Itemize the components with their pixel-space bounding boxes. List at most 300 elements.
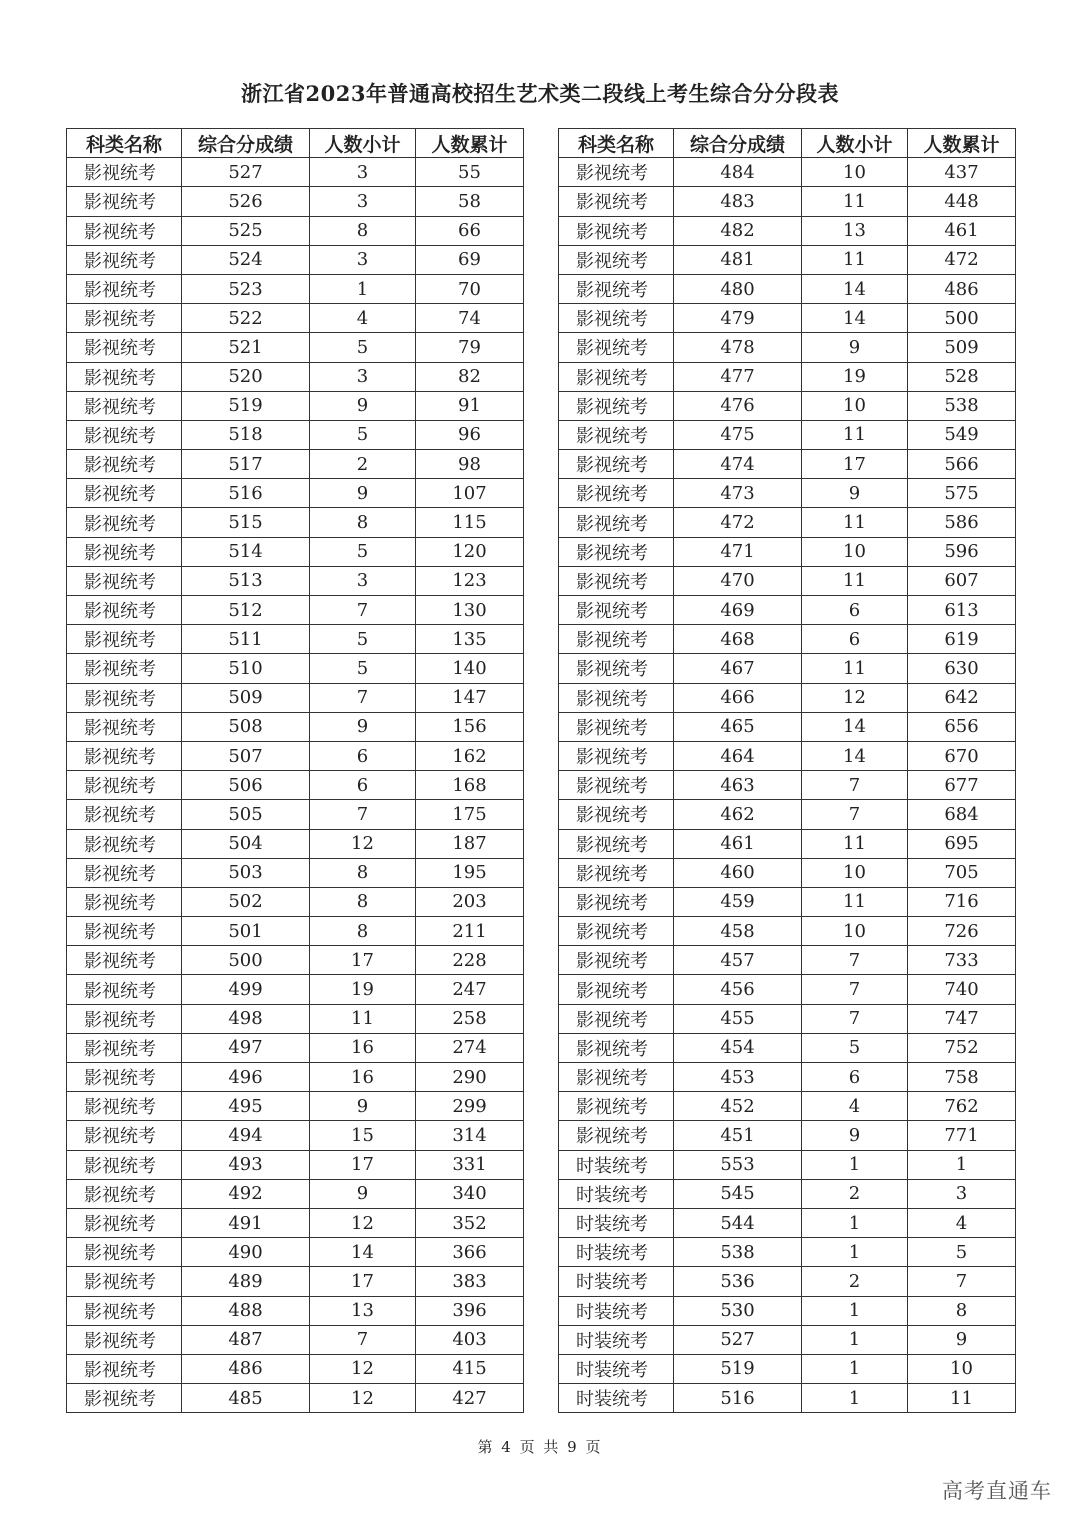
score-cell: 472 — [674, 508, 802, 537]
count-cell: 3 — [310, 566, 416, 595]
count-cell: 12 — [310, 829, 416, 858]
count-cell: 11 — [802, 420, 908, 449]
cumulative-cell: 642 — [908, 683, 1016, 712]
cumulative-cell: 448 — [908, 187, 1016, 216]
count-cell: 16 — [310, 1033, 416, 1062]
cumulative-cell: 762 — [908, 1092, 1016, 1121]
cumulative-cell: 162 — [416, 741, 524, 770]
score-cell: 522 — [182, 304, 310, 333]
table-row — [67, 1354, 524, 1383]
count-cell: 11 — [802, 508, 908, 537]
table-row — [559, 450, 1016, 479]
page-footer: 第 4 页 共 9 页 — [477, 1438, 603, 1456]
count-cell: 9 — [802, 479, 908, 508]
category-cell: 影视统考 — [67, 1238, 182, 1267]
category-cell: 影视统考 — [559, 800, 674, 829]
cumulative-cell: 740 — [908, 975, 1016, 1004]
count-cell: 19 — [310, 975, 416, 1004]
cumulative-cell: 10 — [908, 1354, 1016, 1383]
count-cell: 17 — [310, 1267, 416, 1296]
category-cell: 时装统考 — [559, 1296, 674, 1325]
table-row — [67, 245, 524, 274]
category-cell: 影视统考 — [559, 1092, 674, 1121]
score-cell: 508 — [182, 712, 310, 741]
cumulative-cell: 549 — [908, 420, 1016, 449]
category-cell: 影视统考 — [67, 683, 182, 712]
table-row — [559, 304, 1016, 333]
category-cell: 影视统考 — [559, 566, 674, 595]
count-cell: 4 — [310, 304, 416, 333]
count-cell: 13 — [802, 216, 908, 245]
category-cell: 影视统考 — [67, 858, 182, 887]
table-row — [67, 1208, 524, 1237]
table-row — [67, 1092, 524, 1121]
score-cell: 488 — [182, 1296, 310, 1325]
table-row — [67, 304, 524, 333]
cumulative-cell: 115 — [416, 508, 524, 537]
header-category: 科类名称 — [67, 129, 182, 158]
table-row — [67, 1033, 524, 1062]
score-cell: 495 — [182, 1092, 310, 1121]
cumulative-cell: 290 — [416, 1063, 524, 1092]
table-row — [559, 1121, 1016, 1150]
category-cell: 影视统考 — [67, 946, 182, 975]
count-cell: 5 — [310, 537, 416, 566]
table-row — [559, 1354, 1016, 1383]
category-cell: 影视统考 — [559, 187, 674, 216]
cumulative-cell: 352 — [416, 1208, 524, 1237]
score-cell: 451 — [674, 1121, 802, 1150]
table-row — [559, 683, 1016, 712]
cumulative-cell: 4 — [908, 1208, 1016, 1237]
score-cell: 460 — [674, 858, 802, 887]
table-row — [67, 362, 524, 391]
count-cell: 14 — [802, 304, 908, 333]
category-cell: 影视统考 — [559, 1004, 674, 1033]
count-cell: 17 — [802, 450, 908, 479]
cumulative-cell: 1 — [908, 1150, 1016, 1179]
table-row — [559, 537, 1016, 566]
header-count: 人数小计 — [310, 129, 416, 158]
score-cell: 536 — [674, 1267, 802, 1296]
table-row — [559, 1179, 1016, 1208]
score-cell: 518 — [182, 420, 310, 449]
table-row — [67, 450, 524, 479]
category-cell: 影视统考 — [67, 245, 182, 274]
score-cell: 470 — [674, 566, 802, 595]
cumulative-cell: 9 — [908, 1325, 1016, 1354]
table-row — [67, 216, 524, 245]
count-cell: 14 — [310, 1238, 416, 1267]
category-cell: 影视统考 — [67, 333, 182, 362]
score-cell: 490 — [182, 1238, 310, 1267]
category-cell: 影视统考 — [67, 1179, 182, 1208]
count-cell: 7 — [310, 1325, 416, 1354]
table-row — [67, 712, 524, 741]
table-row — [67, 508, 524, 537]
score-cell: 482 — [674, 216, 802, 245]
score-cell: 514 — [182, 537, 310, 566]
score-cell: 473 — [674, 479, 802, 508]
category-cell: 影视统考 — [67, 304, 182, 333]
table-row — [67, 917, 524, 946]
score-cell: 483 — [674, 187, 802, 216]
cumulative-cell: 69 — [416, 245, 524, 274]
cumulative-cell: 258 — [416, 1004, 524, 1033]
cumulative-cell: 461 — [908, 216, 1016, 245]
score-cell: 519 — [182, 391, 310, 420]
category-cell: 影视统考 — [559, 771, 674, 800]
table-row — [559, 917, 1016, 946]
score-cell: 466 — [674, 683, 802, 712]
category-cell: 时装统考 — [559, 1384, 674, 1413]
cumulative-cell: 695 — [908, 829, 1016, 858]
category-cell: 影视统考 — [67, 887, 182, 916]
count-cell: 11 — [802, 887, 908, 916]
score-cell: 510 — [182, 654, 310, 683]
count-cell: 6 — [802, 596, 908, 625]
count-cell: 7 — [310, 800, 416, 829]
category-cell: 影视统考 — [559, 741, 674, 770]
cumulative-cell: 613 — [908, 596, 1016, 625]
score-cell: 485 — [182, 1384, 310, 1413]
table-row — [559, 1033, 1016, 1062]
category-cell: 影视统考 — [67, 450, 182, 479]
cumulative-cell: 228 — [416, 946, 524, 975]
table-row — [559, 216, 1016, 245]
table-row — [67, 625, 524, 654]
count-cell: 16 — [310, 1063, 416, 1092]
cumulative-cell: 752 — [908, 1033, 1016, 1062]
category-cell: 影视统考 — [67, 1296, 182, 1325]
table-row — [559, 1238, 1016, 1267]
cumulative-cell: 5 — [908, 1238, 1016, 1267]
category-cell: 影视统考 — [559, 946, 674, 975]
table-row — [67, 1296, 524, 1325]
score-cell: 464 — [674, 741, 802, 770]
score-cell: 452 — [674, 1092, 802, 1121]
score-cell: 513 — [182, 566, 310, 595]
category-cell: 影视统考 — [559, 683, 674, 712]
category-cell: 影视统考 — [559, 917, 674, 946]
category-cell: 影视统考 — [67, 712, 182, 741]
table-row — [559, 566, 1016, 595]
cumulative-cell: 123 — [416, 566, 524, 595]
cumulative-cell: 203 — [416, 887, 524, 916]
table-row — [67, 566, 524, 595]
cumulative-cell: 396 — [416, 1296, 524, 1325]
score-cell: 478 — [674, 333, 802, 362]
count-cell: 1 — [802, 1208, 908, 1237]
score-cell: 523 — [182, 274, 310, 303]
category-cell: 影视统考 — [559, 596, 674, 625]
header-score: 综合分成绩 — [674, 129, 802, 158]
category-cell: 影视统考 — [67, 187, 182, 216]
cumulative-cell: 528 — [908, 362, 1016, 391]
score-cell: 471 — [674, 537, 802, 566]
count-cell: 5 — [310, 333, 416, 362]
score-cell: 501 — [182, 917, 310, 946]
score-cell: 461 — [674, 829, 802, 858]
count-cell: 2 — [802, 1267, 908, 1296]
table-row — [559, 391, 1016, 420]
category-cell: 影视统考 — [559, 654, 674, 683]
count-cell: 11 — [802, 829, 908, 858]
cumulative-cell: 120 — [416, 537, 524, 566]
count-cell: 11 — [802, 566, 908, 595]
category-cell: 影视统考 — [559, 362, 674, 391]
watermark: 高考直通车 — [942, 1479, 1052, 1503]
table-row — [559, 1267, 1016, 1296]
cumulative-cell: 366 — [416, 1238, 524, 1267]
score-cell: 477 — [674, 362, 802, 391]
score-table-right — [558, 128, 1016, 1413]
table-row — [67, 654, 524, 683]
table-row — [559, 1063, 1016, 1092]
cumulative-cell: 140 — [416, 654, 524, 683]
count-cell: 8 — [310, 216, 416, 245]
cumulative-cell: 771 — [908, 1121, 1016, 1150]
cumulative-cell: 383 — [416, 1267, 524, 1296]
count-cell: 1 — [310, 274, 416, 303]
cumulative-cell: 66 — [416, 216, 524, 245]
header-count: 人数小计 — [802, 129, 908, 158]
category-cell: 时装统考 — [559, 1238, 674, 1267]
category-cell: 影视统考 — [559, 420, 674, 449]
cumulative-cell: 705 — [908, 858, 1016, 887]
category-cell: 影视统考 — [67, 596, 182, 625]
category-cell: 影视统考 — [67, 800, 182, 829]
table-row — [67, 1267, 524, 1296]
category-cell: 影视统考 — [559, 829, 674, 858]
count-cell: 10 — [802, 158, 908, 187]
cumulative-cell: 175 — [416, 800, 524, 829]
count-cell: 1 — [802, 1296, 908, 1325]
cumulative-cell: 472 — [908, 245, 1016, 274]
score-cell: 463 — [674, 771, 802, 800]
count-cell: 8 — [310, 917, 416, 946]
score-cell: 553 — [674, 1150, 802, 1179]
score-cell: 500 — [182, 946, 310, 975]
cumulative-cell: 98 — [416, 450, 524, 479]
count-cell: 13 — [310, 1296, 416, 1325]
category-cell: 影视统考 — [67, 829, 182, 858]
score-cell: 453 — [674, 1063, 802, 1092]
category-cell: 影视统考 — [559, 274, 674, 303]
count-cell: 12 — [310, 1354, 416, 1383]
score-cell: 521 — [182, 333, 310, 362]
table-row — [67, 596, 524, 625]
cumulative-cell: 7 — [908, 1267, 1016, 1296]
score-cell: 507 — [182, 741, 310, 770]
cumulative-cell: 299 — [416, 1092, 524, 1121]
count-cell: 2 — [310, 450, 416, 479]
table-row — [559, 1208, 1016, 1237]
cumulative-cell: 607 — [908, 566, 1016, 595]
table-row — [67, 1238, 524, 1267]
table-row — [67, 1004, 524, 1033]
score-cell: 545 — [674, 1179, 802, 1208]
score-cell: 530 — [674, 1296, 802, 1325]
category-cell: 影视统考 — [67, 1354, 182, 1383]
score-cell: 467 — [674, 654, 802, 683]
count-cell: 3 — [310, 362, 416, 391]
score-cell: 491 — [182, 1208, 310, 1237]
cumulative-cell: 716 — [908, 887, 1016, 916]
count-cell: 14 — [802, 274, 908, 303]
category-cell: 影视统考 — [559, 216, 674, 245]
cumulative-cell: 415 — [416, 1354, 524, 1383]
table-row — [559, 333, 1016, 362]
table-row — [559, 1092, 1016, 1121]
table-row — [67, 333, 524, 362]
cumulative-cell: 733 — [908, 946, 1016, 975]
count-cell: 8 — [310, 508, 416, 537]
count-cell: 5 — [310, 625, 416, 654]
category-cell: 影视统考 — [67, 771, 182, 800]
category-cell: 影视统考 — [67, 741, 182, 770]
table-row — [67, 946, 524, 975]
cumulative-cell: 403 — [416, 1325, 524, 1354]
cumulative-cell: 195 — [416, 858, 524, 887]
count-cell: 8 — [310, 887, 416, 916]
score-cell: 511 — [182, 625, 310, 654]
cumulative-cell: 340 — [416, 1179, 524, 1208]
score-cell: 512 — [182, 596, 310, 625]
score-cell: 526 — [182, 187, 310, 216]
score-cell: 527 — [674, 1325, 802, 1354]
count-cell: 6 — [310, 771, 416, 800]
score-cell: 498 — [182, 1004, 310, 1033]
score-cell: 524 — [182, 245, 310, 274]
count-cell: 1 — [802, 1354, 908, 1383]
score-cell: 492 — [182, 1179, 310, 1208]
count-cell: 4 — [802, 1092, 908, 1121]
category-cell: 影视统考 — [67, 1208, 182, 1237]
count-cell: 10 — [802, 858, 908, 887]
score-cell: 502 — [182, 887, 310, 916]
cumulative-cell: 3 — [908, 1179, 1016, 1208]
table-row — [559, 479, 1016, 508]
score-cell: 494 — [182, 1121, 310, 1150]
table-row — [559, 508, 1016, 537]
count-cell: 7 — [802, 975, 908, 1004]
category-cell: 影视统考 — [559, 245, 674, 274]
cumulative-cell: 619 — [908, 625, 1016, 654]
table-row — [559, 187, 1016, 216]
score-cell: 465 — [674, 712, 802, 741]
score-cell: 459 — [674, 887, 802, 916]
cumulative-cell: 79 — [416, 333, 524, 362]
cumulative-cell: 500 — [908, 304, 1016, 333]
score-cell: 474 — [674, 450, 802, 479]
category-cell: 时装统考 — [559, 1179, 674, 1208]
category-cell: 影视统考 — [67, 1267, 182, 1296]
count-cell: 1 — [802, 1384, 908, 1413]
category-cell: 影视统考 — [67, 975, 182, 1004]
category-cell: 影视统考 — [67, 1150, 182, 1179]
table-row — [67, 1121, 524, 1150]
cumulative-cell: 8 — [908, 1296, 1016, 1325]
table-row — [559, 1004, 1016, 1033]
category-cell: 影视统考 — [559, 537, 674, 566]
category-cell: 影视统考 — [67, 917, 182, 946]
count-cell: 6 — [802, 1063, 908, 1092]
category-cell: 时装统考 — [559, 1354, 674, 1383]
table-row — [67, 391, 524, 420]
count-cell: 11 — [802, 654, 908, 683]
cumulative-cell: 596 — [908, 537, 1016, 566]
count-cell: 9 — [310, 391, 416, 420]
category-cell: 时装统考 — [559, 1267, 674, 1296]
score-cell: 458 — [674, 917, 802, 946]
cumulative-cell: 55 — [416, 158, 524, 187]
category-cell: 影视统考 — [559, 858, 674, 887]
score-cell: 480 — [674, 274, 802, 303]
count-cell: 7 — [310, 596, 416, 625]
cumulative-cell: 509 — [908, 333, 1016, 362]
count-cell: 6 — [310, 741, 416, 770]
cumulative-cell: 168 — [416, 771, 524, 800]
cumulative-cell: 726 — [908, 917, 1016, 946]
header-category: 科类名称 — [559, 129, 674, 158]
count-cell: 7 — [802, 946, 908, 975]
table-row — [67, 158, 524, 187]
score-cell: 527 — [182, 158, 310, 187]
table-row — [67, 1384, 524, 1413]
cumulative-cell: 575 — [908, 479, 1016, 508]
cumulative-cell: 156 — [416, 712, 524, 741]
cumulative-cell: 135 — [416, 625, 524, 654]
table-row — [67, 274, 524, 303]
score-cell: 476 — [674, 391, 802, 420]
table-row — [559, 975, 1016, 1004]
table-row — [559, 1150, 1016, 1179]
category-cell: 影视统考 — [559, 333, 674, 362]
score-cell: 493 — [182, 1150, 310, 1179]
category-cell: 影视统考 — [67, 1325, 182, 1354]
count-cell: 3 — [310, 245, 416, 274]
count-cell: 5 — [310, 420, 416, 449]
cumulative-cell: 74 — [416, 304, 524, 333]
cumulative-cell: 486 — [908, 274, 1016, 303]
score-cell: 479 — [674, 304, 802, 333]
count-cell: 11 — [802, 245, 908, 274]
score-cell: 455 — [674, 1004, 802, 1033]
count-cell: 10 — [802, 537, 908, 566]
category-cell: 影视统考 — [559, 391, 674, 420]
cumulative-cell: 656 — [908, 712, 1016, 741]
category-cell: 影视统考 — [559, 1063, 674, 1092]
score-cell: 487 — [182, 1325, 310, 1354]
score-cell: 516 — [182, 479, 310, 508]
table-row — [67, 479, 524, 508]
count-cell: 17 — [310, 1150, 416, 1179]
count-cell: 3 — [310, 158, 416, 187]
category-cell: 影视统考 — [559, 1121, 674, 1150]
table-row — [67, 975, 524, 1004]
count-cell: 9 — [802, 1121, 908, 1150]
table-row — [559, 362, 1016, 391]
table-row — [559, 887, 1016, 916]
count-cell: 5 — [802, 1033, 908, 1062]
count-cell: 1 — [802, 1325, 908, 1354]
category-cell: 影视统考 — [67, 625, 182, 654]
header-score: 综合分成绩 — [182, 129, 310, 158]
cumulative-cell: 758 — [908, 1063, 1016, 1092]
table-row — [559, 946, 1016, 975]
score-cell: 517 — [182, 450, 310, 479]
